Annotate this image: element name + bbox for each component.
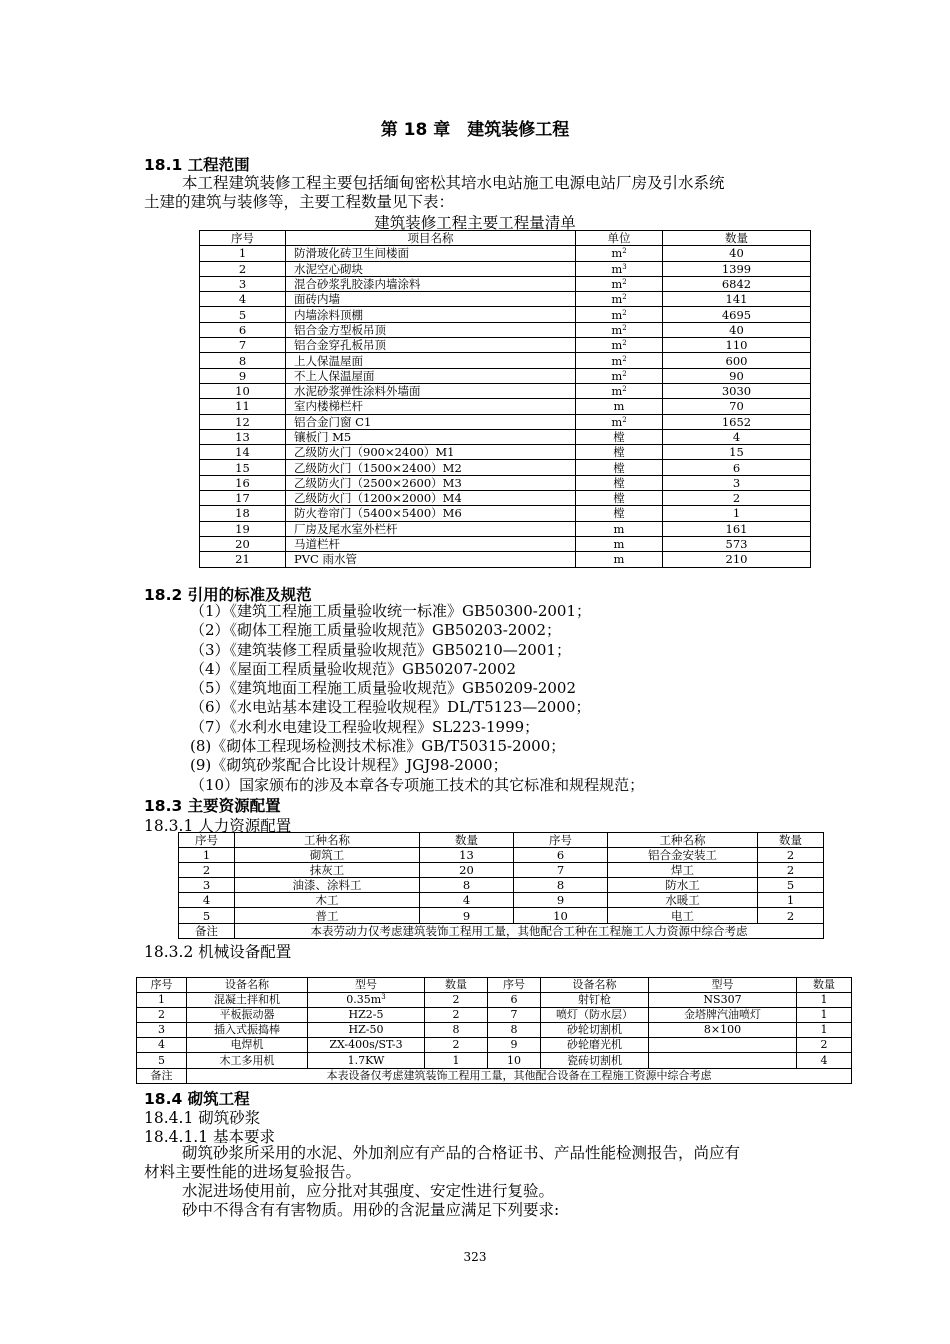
- table-cell: 10: [488, 1053, 541, 1068]
- item-name: 不上人保温屋面: [286, 368, 576, 383]
- item-name: 上人保温屋面: [286, 353, 576, 368]
- table-cell: 电焊机: [187, 1038, 308, 1053]
- table-cell: 1: [179, 848, 235, 863]
- column-header: 序号: [488, 978, 541, 993]
- column-header: 项目名称: [286, 231, 576, 246]
- table-cell: 1: [797, 1008, 852, 1023]
- table-row: [200, 338, 811, 353]
- column-header: 单位: [576, 231, 663, 246]
- table-row: [179, 848, 824, 863]
- table-header-row: [137, 978, 852, 993]
- standards-list: [190, 602, 644, 795]
- unit: 樘: [576, 445, 663, 460]
- table-cell: $0.35m^3$: [308, 993, 425, 1008]
- table-row: [137, 1038, 852, 1053]
- quantity: 40: [663, 322, 811, 337]
- table-cell: 水暖工: [608, 893, 758, 908]
- table-cell: 20: [420, 863, 514, 878]
- standard-item: （2）《砌体工程施工质量验收规范》GB50203-2002；: [190, 621, 562, 640]
- table-row: [200, 276, 811, 291]
- table-row: [200, 353, 811, 368]
- quantity: 4: [663, 429, 811, 444]
- table-row: [179, 863, 824, 878]
- standard-item: （3）《建筑装修工程质量验收规范》GB50210—2001；: [190, 640, 571, 659]
- table-header-row: [179, 833, 824, 848]
- section-18-2-heading: 18.2 引用的标准及规范: [144, 586, 312, 604]
- table-cell: [649, 1038, 797, 1053]
- unit: $m^2$: [576, 414, 663, 429]
- table-header-row: [200, 231, 811, 246]
- table-row: [200, 491, 811, 506]
- quantity: 3030: [663, 383, 811, 398]
- row-index: 20: [200, 536, 286, 551]
- quantity: 1: [663, 506, 811, 521]
- unit: m: [576, 552, 663, 567]
- table-row: [137, 1023, 852, 1038]
- table-cell: 4: [420, 893, 514, 908]
- column-header: 工种名称: [608, 833, 758, 848]
- quantity: 15: [663, 445, 811, 460]
- row-index: 2: [200, 261, 286, 276]
- unit: m: [576, 399, 663, 414]
- column-header: 型号: [649, 978, 797, 993]
- table-cell: 射钉枪: [541, 993, 649, 1008]
- section-18-3-2-heading: 18.3.2 机械设备配置: [144, 943, 292, 961]
- quantity: 573: [663, 536, 811, 551]
- unit: $m^2$: [576, 307, 663, 322]
- table-cell: 2: [137, 1008, 187, 1023]
- table-cell: 电工: [608, 908, 758, 923]
- table-cell: 8: [425, 1023, 488, 1038]
- item-name: 铝合金门窗 C1: [286, 414, 576, 429]
- table-cell: 普工: [235, 908, 420, 923]
- table-row: [137, 993, 852, 1008]
- unit: $m^2$: [576, 322, 663, 337]
- table-cell: 金塔牌汽油喷灯: [649, 1008, 797, 1023]
- item-name: 乙级防火门（1500×2400）M2: [286, 460, 576, 475]
- column-header: 设备名称: [187, 978, 308, 993]
- table-cell: 2: [425, 1038, 488, 1053]
- table-cell: 木工多用机: [187, 1053, 308, 1068]
- intro-line-2: 土建的建筑与装修等，主要工程数量见下表：: [144, 193, 455, 211]
- table-cell: 3: [137, 1023, 187, 1038]
- table-row: [200, 445, 811, 460]
- table-row: [200, 506, 811, 521]
- table-cell: 1: [797, 1023, 852, 1038]
- mortar-paragraph-line-2: 材料主要性能的进场复验报告。: [144, 1163, 362, 1181]
- row-index: 4: [200, 292, 286, 307]
- table-cell: 10: [514, 908, 608, 923]
- row-index: 3: [200, 276, 286, 291]
- unit: $m^2$: [576, 292, 663, 307]
- table-cell: 抹灰工: [235, 863, 420, 878]
- table-row: [200, 383, 811, 398]
- quantity: 600: [663, 353, 811, 368]
- quantity: 3: [663, 475, 811, 490]
- table-row: [179, 908, 824, 923]
- row-index: 9: [200, 368, 286, 383]
- item-name: 防滑玻化砖卫生间楼面: [286, 246, 576, 261]
- item-name: 铝合金穿孔板吊顶: [286, 338, 576, 353]
- column-header: 数量: [420, 833, 514, 848]
- quantity: 1399: [663, 261, 811, 276]
- table-cell: 1.7KW: [308, 1053, 425, 1068]
- note-row: [179, 923, 824, 938]
- table-cell: 插入式振捣棒: [187, 1023, 308, 1038]
- table-row: [200, 368, 811, 383]
- note-label: 备注: [137, 1068, 187, 1083]
- table-row: [200, 292, 811, 307]
- row-index: 12: [200, 414, 286, 429]
- cement-paragraph: 水泥进场使用前，应分批对其强度、安定性进行复验。: [182, 1182, 555, 1200]
- note-row: [137, 1068, 852, 1083]
- unit: 樘: [576, 491, 663, 506]
- table-cell: 瓷砖切割机: [541, 1053, 649, 1068]
- table-row: [200, 322, 811, 337]
- equipment-table: [136, 977, 852, 1084]
- unit: 樘: [576, 460, 663, 475]
- table-row: [200, 399, 811, 414]
- standard-item: （6）《水电站基本建设工程验收规程》DL/T5123—2000；: [190, 698, 591, 717]
- item-name: 面砖内墙: [286, 292, 576, 307]
- table-cell: 6: [488, 993, 541, 1008]
- standard-item: (9)《砌筑砂浆配合比设计规程》JGJ98-2000；: [190, 756, 508, 775]
- table-cell: 4: [797, 1053, 852, 1068]
- quantity: 40: [663, 246, 811, 261]
- item-name: 水泥空心砌块: [286, 261, 576, 276]
- row-index: 14: [200, 445, 286, 460]
- unit: 樘: [576, 506, 663, 521]
- section-18-3-heading: 18.3 主要资源配置: [144, 797, 281, 815]
- standard-item: （10）国家颁布的涉及本章各专项施工技术的其它标准和规程规范；: [190, 775, 645, 794]
- unit: m: [576, 536, 663, 551]
- row-index: 17: [200, 491, 286, 506]
- table-cell: NS307: [649, 993, 797, 1008]
- column-header: 型号: [308, 978, 425, 993]
- item-name: 水泥砂浆弹性涂料外墙面: [286, 383, 576, 398]
- table-cell: 2: [758, 908, 824, 923]
- row-index: 6: [200, 322, 286, 337]
- quantity: 161: [663, 521, 811, 536]
- table-cell: 5: [179, 908, 235, 923]
- quantity: 210: [663, 552, 811, 567]
- table-cell: 焊工: [608, 863, 758, 878]
- row-index: 1: [200, 246, 286, 261]
- sand-paragraph: 砂中不得含有有害物质。用砂的含泥量应满足下列要求:: [182, 1201, 560, 1219]
- table-cell: 砂轮切割机: [541, 1023, 649, 1038]
- quantity: 2: [663, 491, 811, 506]
- item-name: 乙级防火门（2500×2600）M3: [286, 475, 576, 490]
- table-cell: 2: [758, 863, 824, 878]
- table-cell: 2: [425, 993, 488, 1008]
- column-header: 序号: [514, 833, 608, 848]
- table-cell: HZ2-5: [308, 1008, 425, 1023]
- table-row: [200, 536, 811, 551]
- table-row: [200, 475, 811, 490]
- unit: $m^2$: [576, 338, 663, 353]
- column-header: 数量: [663, 231, 811, 246]
- row-index: 11: [200, 399, 286, 414]
- table-cell: 喷灯（防水层）: [541, 1008, 649, 1023]
- unit: 樘: [576, 475, 663, 490]
- row-index: 15: [200, 460, 286, 475]
- column-header: 数量: [425, 978, 488, 993]
- quantity: 1652: [663, 414, 811, 429]
- table-cell: 8: [514, 878, 608, 893]
- table-cell: 混凝土拌和机: [187, 993, 308, 1008]
- row-index: 16: [200, 475, 286, 490]
- table-cell: 5: [137, 1053, 187, 1068]
- unit: $m^2$: [576, 383, 663, 398]
- row-index: 21: [200, 552, 286, 567]
- table-row: [200, 246, 811, 261]
- item-name: 厂房及尾水室外栏杆: [286, 521, 576, 536]
- table-cell: 4: [137, 1038, 187, 1053]
- unit: m: [576, 521, 663, 536]
- table-cell: 1: [137, 993, 187, 1008]
- chapter-title: 第 18 章 建筑装修工程: [380, 120, 570, 140]
- quantity: 70: [663, 399, 811, 414]
- row-index: 8: [200, 353, 286, 368]
- standard-item: （5）《建筑地面工程施工质量验收规范》GB50209-2002: [190, 679, 577, 698]
- section-18-3-1-heading: 18.3.1 人力资源配置: [144, 817, 292, 835]
- table-cell: 2: [179, 863, 235, 878]
- item-name: 镶板门 M5: [286, 429, 576, 444]
- item-name: 铝合金方型板吊顶: [286, 322, 576, 337]
- table-cell: 砂轮磨光机: [541, 1038, 649, 1053]
- table-cell: 1: [425, 1053, 488, 1068]
- table-cell: [649, 1053, 797, 1068]
- row-index: 10: [200, 383, 286, 398]
- quantity-table: [199, 230, 811, 568]
- item-name: 防火卷帘门（5400×5400）M6: [286, 506, 576, 521]
- table-cell: 油漆、涂料工: [235, 878, 420, 893]
- table-cell: 2: [797, 1038, 852, 1053]
- item-name: PVC 雨水管: [286, 552, 576, 567]
- table-cell: 2: [758, 848, 824, 863]
- quantity: 141: [663, 292, 811, 307]
- column-header: 数量: [797, 978, 852, 993]
- table-cell: 6: [514, 848, 608, 863]
- table-cell: 1: [758, 893, 824, 908]
- note-text: 本表设备仅考虑建筑装饰工程用工量，其他配合设备在工程施工资源中综合考虑: [187, 1068, 852, 1083]
- standard-item: （7）《水利水电建设工程验收规程》SL223-1999；: [190, 717, 540, 736]
- row-index: 18: [200, 506, 286, 521]
- table-cell: 防水工: [608, 878, 758, 893]
- table-cell: HZ-50: [308, 1023, 425, 1038]
- standard-item: （4）《屋面工程质量验收规范》GB50207-2002: [190, 659, 517, 678]
- table-cell: 4: [179, 893, 235, 908]
- unit: $m^2$: [576, 353, 663, 368]
- row-index: 5: [200, 307, 286, 322]
- item-name: 内墙涂料顶棚: [286, 307, 576, 322]
- unit: 樘: [576, 429, 663, 444]
- item-name: 乙级防火门（1200×2000）M4: [286, 491, 576, 506]
- standard-item: （1）《建筑工程施工质量验收统一标准》GB50300-2001；: [190, 602, 592, 620]
- table-row: [137, 1008, 852, 1023]
- column-header: 设备名称: [541, 978, 649, 993]
- row-index: 13: [200, 429, 286, 444]
- mortar-paragraph-line-1: 砌筑砂浆所采用的水泥、外加剂应有产品的合格证书、产品性能检测报告，尚应有: [182, 1144, 741, 1162]
- column-header: 工种名称: [235, 833, 420, 848]
- table-row: [200, 414, 811, 429]
- table-cell: 8: [488, 1023, 541, 1038]
- table-row: [200, 552, 811, 567]
- table-cell: 5: [758, 878, 824, 893]
- row-index: 7: [200, 338, 286, 353]
- table-row: [200, 460, 811, 475]
- labor-table: [178, 832, 824, 939]
- table-cell: 3: [179, 878, 235, 893]
- table-row: [200, 521, 811, 536]
- page-number: 323: [463, 1250, 487, 1264]
- quantity: 110: [663, 338, 811, 353]
- table-cell: 平板振动器: [187, 1008, 308, 1023]
- unit: $m^3$: [576, 261, 663, 276]
- table-cell: 铝合金安装工: [608, 848, 758, 863]
- item-name: 马道栏杆: [286, 536, 576, 551]
- table-row: [200, 429, 811, 444]
- section-18-4-1-heading: 18.4.1 砌筑砂浆: [144, 1109, 261, 1127]
- table-row: [200, 261, 811, 276]
- unit: $m^2$: [576, 368, 663, 383]
- quantity-table-caption: 建筑装修工程主要工程量清单: [374, 214, 576, 232]
- column-header: 数量: [758, 833, 824, 848]
- section-18-4-heading: 18.4 砌筑工程: [144, 1090, 250, 1108]
- table-row: [179, 878, 824, 893]
- section-18-1-heading: 18.1 工程范围: [144, 156, 250, 174]
- row-index: 19: [200, 521, 286, 536]
- quantity: 6: [663, 460, 811, 475]
- table-cell: 砌筑工: [235, 848, 420, 863]
- table-cell: 1: [797, 993, 852, 1008]
- table-row: [179, 893, 824, 908]
- table-cell: 2: [425, 1008, 488, 1023]
- table-cell: 7: [488, 1008, 541, 1023]
- note-text: 本表劳动力仅考虑建筑装饰工程用工量，其他配合工种在工程施工人力资源中综合考虑: [235, 923, 824, 938]
- table-cell: 13: [420, 848, 514, 863]
- quantity: 90: [663, 368, 811, 383]
- quantity: 4695: [663, 307, 811, 322]
- table-cell: 7: [514, 863, 608, 878]
- table-cell: 8×100: [649, 1023, 797, 1038]
- item-name: 乙级防火门（900×2400）M1: [286, 445, 576, 460]
- item-name: 混合砂浆乳胶漆内墙涂料: [286, 276, 576, 291]
- note-label: 备注: [179, 923, 235, 938]
- section-18-4-1-1-heading: 18.4.1.1 基本要求: [144, 1128, 276, 1146]
- table-row: [137, 1053, 852, 1068]
- standard-item: (8)《砌体工程现场检测技术标准》GB/T50315-2000；: [190, 737, 566, 756]
- table-cell: 9: [488, 1038, 541, 1053]
- table-cell: 木工: [235, 893, 420, 908]
- table-row: [200, 307, 811, 322]
- table-cell: ZX-400s/ST-3: [308, 1038, 425, 1053]
- table-cell: 9: [514, 893, 608, 908]
- column-header: 序号: [137, 978, 187, 993]
- table-cell: 8: [420, 878, 514, 893]
- item-name: 室内楼梯栏杆: [286, 399, 576, 414]
- table-cell: 9: [420, 908, 514, 923]
- unit: $m^2$: [576, 276, 663, 291]
- unit: $m^2$: [576, 246, 663, 261]
- column-header: 序号: [179, 833, 235, 848]
- intro-line-1: 本工程建筑装修工程主要包括缅甸密松其培水电站施工电源电站厂房及引水系统: [182, 174, 725, 192]
- column-header: 序号: [200, 231, 286, 246]
- quantity: 6842: [663, 276, 811, 291]
